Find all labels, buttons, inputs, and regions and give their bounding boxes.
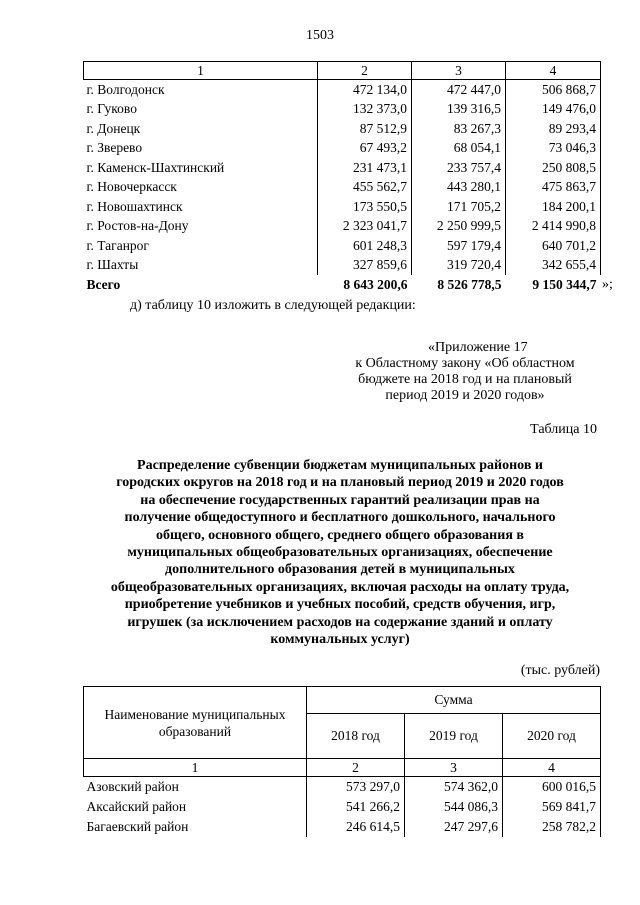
value-2018: 601 248,3 [318,236,412,256]
title-line: муниципальных общеобразовательных организациях, обеспечение [127,545,553,561]
table-row [84,817,601,837]
table-row [84,217,601,237]
title-line: приобретение учебников и учебных пособий, средств обучения, игр, [124,597,556,613]
value-2020: 640 701,2 [506,236,601,256]
municipality-name: г. Ростов-на-Дону [86,218,189,234]
title-line: игрушек (за исключением расходов на содержание зданий и оплату [127,614,553,630]
value-2018: 132 373,0 [318,100,412,120]
value-2019: 247 297,6 [405,817,503,837]
municipality-name: г. Зверево [86,140,143,156]
table-row [84,256,601,276]
value-2018: 472 134,0 [318,80,412,100]
appendix-line: к Областному закону «Об областном [355,356,575,371]
table-row [84,797,601,817]
municipality-name: г. Каменск-Шахтинский [86,159,225,175]
municipality-name: г. Волгодонск [86,81,165,97]
municipality-name: г. Таганрог [86,237,149,253]
title-line: Распределение субвенции бюджетам муниципальных районов и [137,458,543,473]
value-2020: 184 200,1 [506,197,601,217]
amendment-instruction: д) таблицу 10 изложить в следующей редакции: [130,298,416,313]
column-header-year: 2020 год [503,714,601,759]
municipality-name: г. Гуково [86,101,137,117]
value-2019: 574 362,0 [405,777,503,798]
value-2018: 8 643 200,6 [343,276,408,292]
value-2020: 250 808,5 [506,158,601,178]
value-2019: 83 267,3 [412,119,506,139]
value-2020: 9 150 344,7 [532,276,597,292]
value-2018: 173 550,5 [318,197,412,217]
value-2019: 8 526 778,5 [437,276,502,292]
value-2018: 327 859,6 [318,256,412,276]
value-2019: 443 280,1 [412,178,506,198]
value-2019: 139 316,5 [412,100,506,120]
value-2020: 342 655,4 [506,256,601,276]
title-line: дополнительного образования детей в муниципальных [165,562,515,578]
title-line: на обеспечение государственных гарантий реализации прав на [140,492,540,508]
title-line: общеобразовательных организациях, включая расходы на оплату труда, [110,579,570,595]
value-2019: 233 757,4 [412,158,506,178]
table-title [80,457,600,648]
column-number: 4 [503,759,601,777]
appendix-line: «Приложение 17 [428,340,528,355]
value-2020: 89 293,4 [506,119,601,139]
title-line: коммунальных услуг) [270,632,410,648]
value-2019: 319 720,4 [412,256,506,276]
municipal-table-continued [83,61,601,295]
column-number: 2 [318,62,412,80]
column-header-sum: Сумма [307,687,601,714]
value-2019: 472 447,0 [412,80,506,100]
municipality-name: г. Новочеркасск [86,179,177,195]
column-number: 1 [84,62,318,80]
municipality-name: г. Донецк [86,120,141,136]
appendix-line: бюджете на 2018 год и на плановый [358,372,572,387]
value-2018: 541 266,2 [307,797,405,817]
table-row [84,119,601,139]
table-column-numbers [84,62,601,80]
value-2020: 73 046,3 [506,139,601,159]
value-2019: 2 250 999,5 [412,217,506,237]
column-number: 3 [412,62,506,80]
column-number: 2 [307,759,405,777]
municipality-name: Азовский район [86,779,179,794]
column-number: 4 [506,62,601,80]
table-row [84,139,601,159]
value-2020: 506 868,7 [506,80,601,100]
table-row [84,197,601,217]
column-header-year: 2018 год [307,714,405,759]
title-line: общего, основного общего, среднего общего образования в [156,527,524,543]
table-row [84,236,601,256]
subvention-table [83,686,601,837]
value-2019: 68 054,1 [412,139,506,159]
value-2020: 600 016,5 [503,777,601,798]
table-row [84,158,601,178]
column-header-year: 2019 год [405,714,503,759]
value-2018: 2 323 041,7 [318,217,412,237]
title-line: получение общедоступного и бесплатного дошкольного, начального [124,510,556,526]
value-2018: 246 614,5 [307,817,405,837]
value-2020: 149 476,0 [506,100,601,120]
column-number: 3 [405,759,503,777]
appendix-line: период 2019 и 2020 годов» [385,388,545,403]
value-2018: 231 473,1 [318,158,412,178]
value-2020: 2 414 990,8 [506,217,601,237]
municipality-name: Аксайский район [86,799,187,814]
value-2020: 475 863,7 [506,178,601,198]
municipality-name: Багаевский район [86,819,189,834]
column-header-name: Наименование муниципальных образований [84,687,307,759]
municipality-name: Всего [86,276,121,292]
page-number: 1503 [306,28,334,43]
value-2020: 258 782,2 [503,817,601,837]
value-2020: 569 841,7 [503,797,601,817]
value-2019: 597 179,4 [412,236,506,256]
quote-close: »; [602,277,613,292]
table-row [84,178,601,198]
title-line: городских округов на 2018 год и на плановый период 2019 и 2020 годов [116,475,564,491]
table-label: Таблица 10 [530,422,597,437]
table-row [84,80,601,100]
table-row [84,275,601,295]
municipality-name: г. Новошахтинск [86,198,183,214]
value-2018: 87 512,9 [318,119,412,139]
units-label: (тыс. рублей) [520,663,600,678]
table-row [84,100,601,120]
column-number: 1 [84,759,307,777]
value-2018: 455 562,7 [318,178,412,198]
value-2018: 573 297,0 [307,777,405,798]
appendix-heading [330,340,600,404]
municipality-name: г. Шахты [86,257,139,273]
value-2019: 171 705,2 [412,197,506,217]
table-row [84,777,601,798]
value-2018: 67 493,2 [318,139,412,159]
value-2019: 544 086,3 [405,797,503,817]
